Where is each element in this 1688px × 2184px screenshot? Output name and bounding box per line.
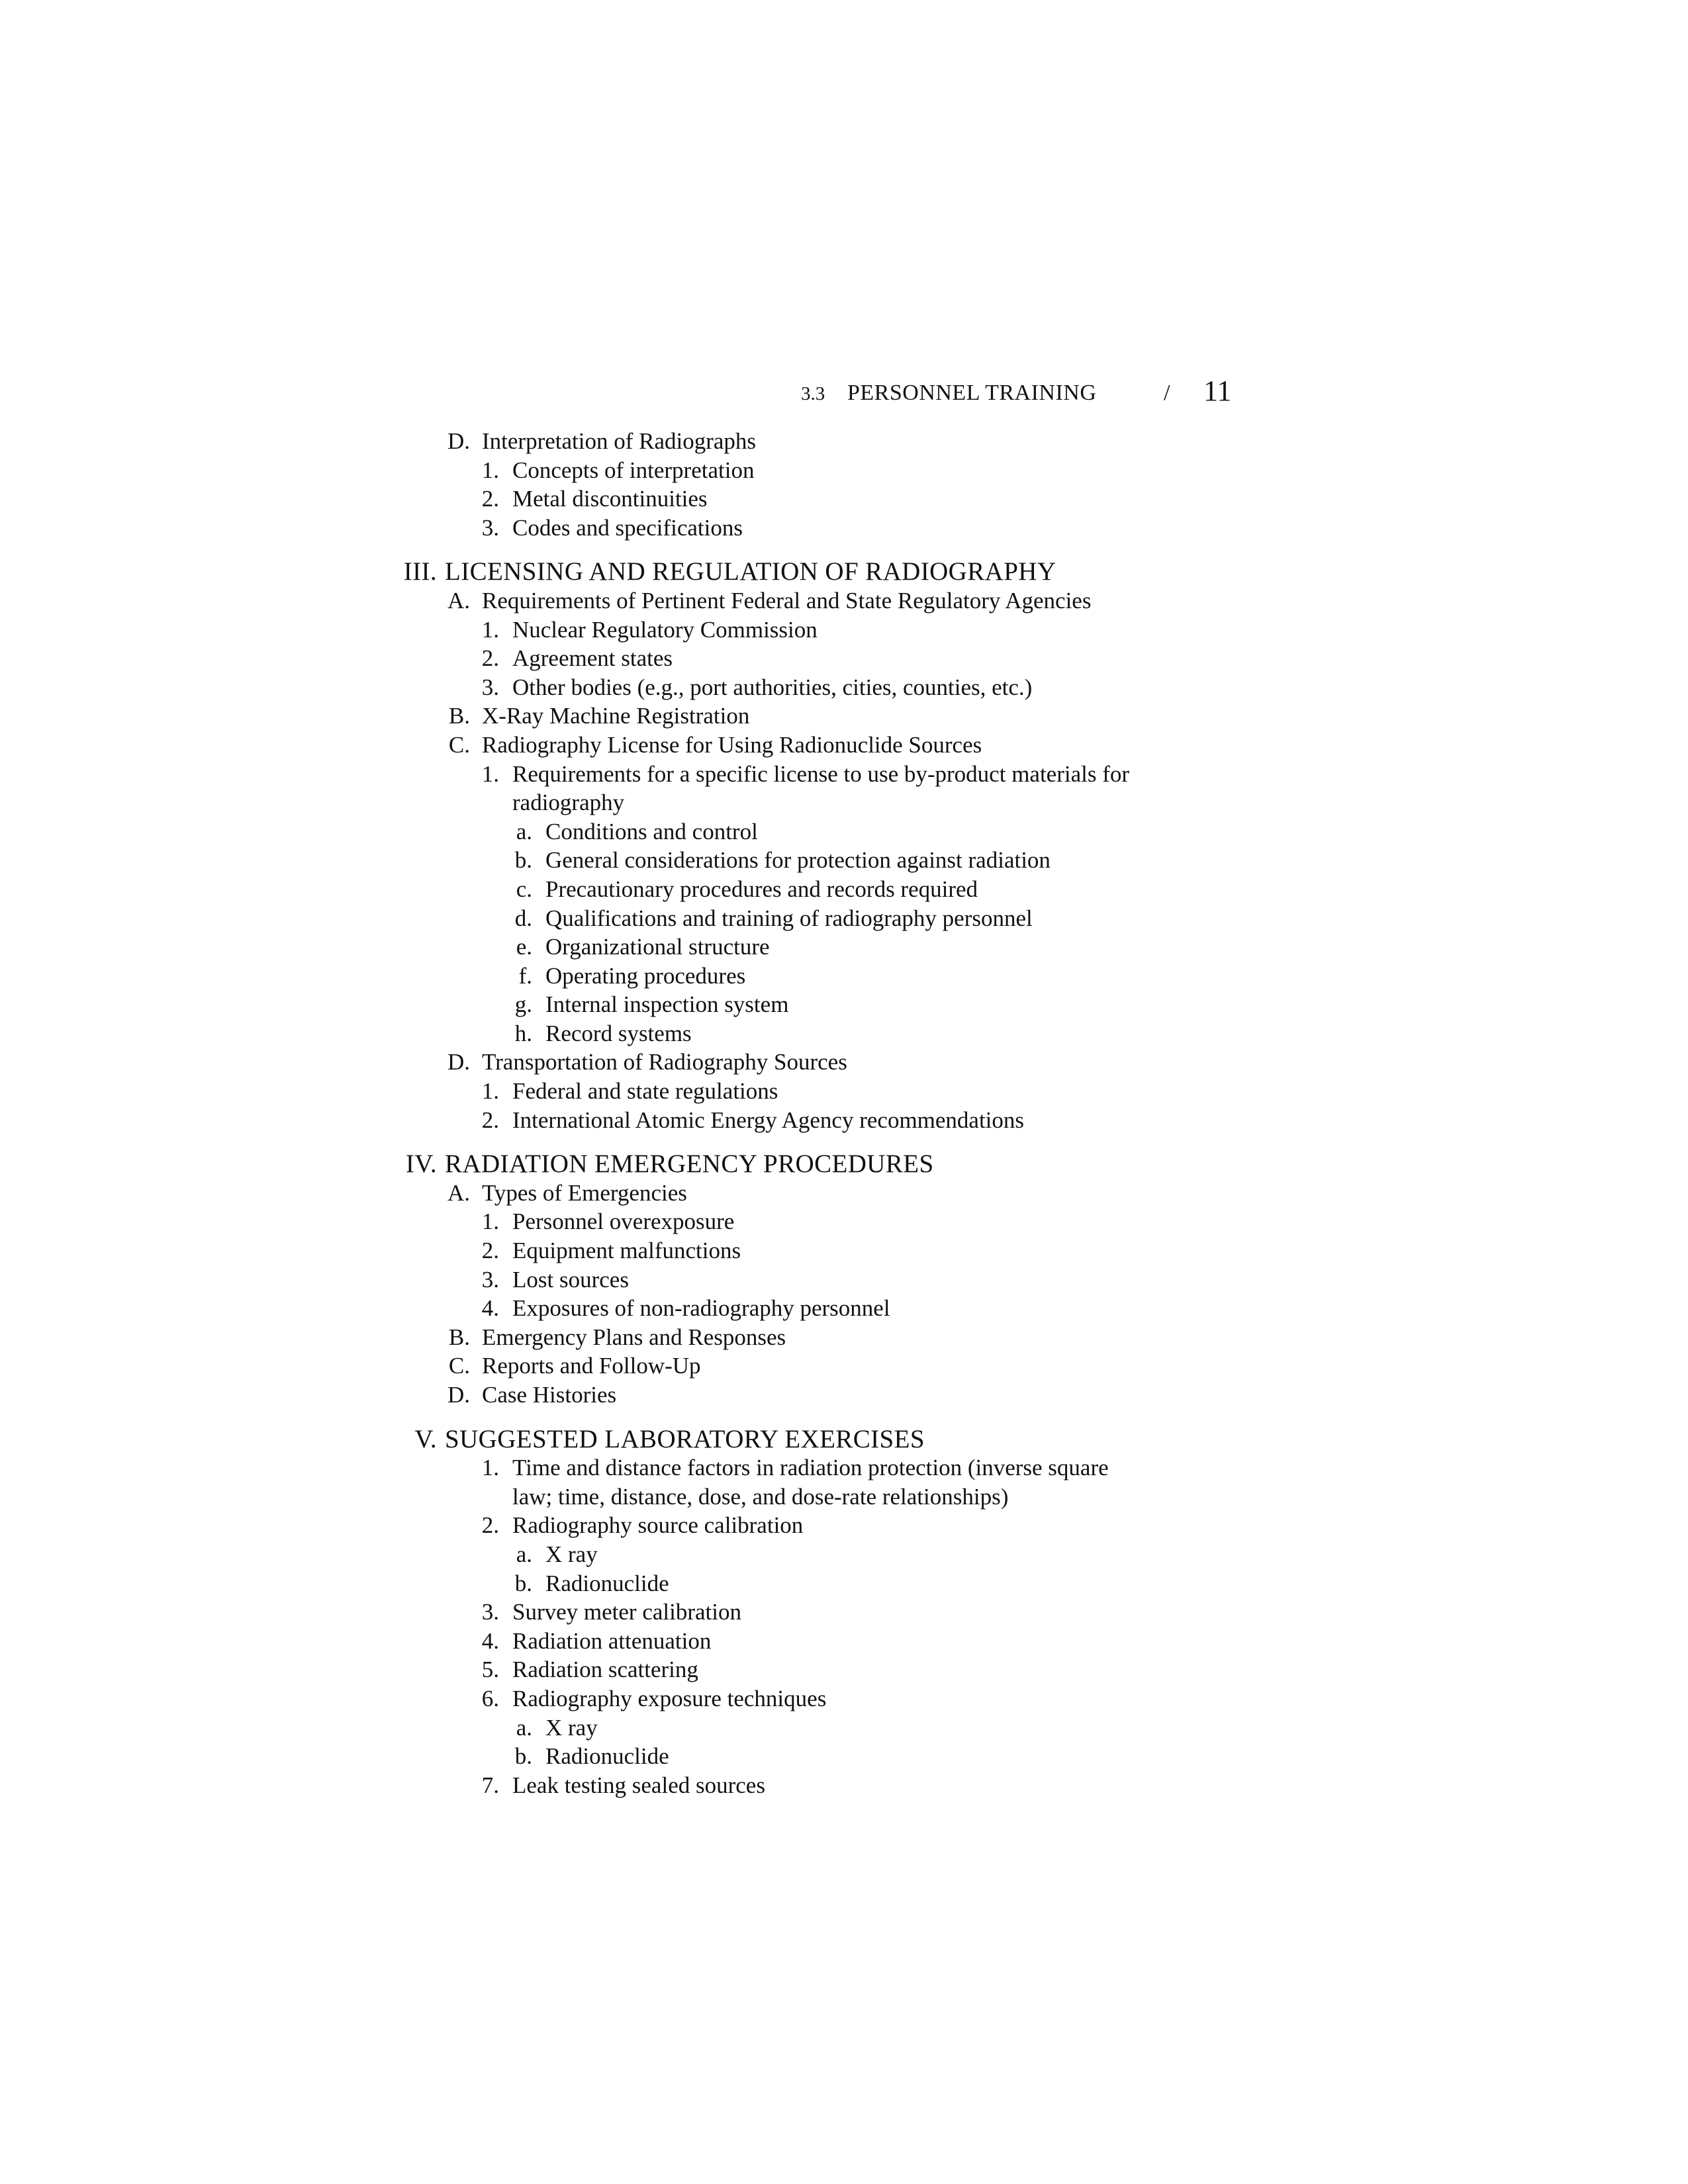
outline-label: A. bbox=[447, 587, 470, 614]
outline-text: Radiography License for Using Radionuclide Sources bbox=[482, 731, 982, 758]
outline-text: Conditions and control bbox=[545, 818, 758, 844]
outline-subitem bbox=[0, 1742, 1688, 1771]
outline-text: Leak testing sealed sources bbox=[512, 1772, 765, 1798]
outline-label: b. bbox=[514, 1570, 532, 1596]
outline-label: B. bbox=[448, 703, 470, 729]
outline-text: Radiography source calibration bbox=[512, 1512, 804, 1539]
outline-text: Survey meter calibration bbox=[512, 1599, 741, 1625]
outline-label: B. bbox=[448, 1324, 470, 1350]
header-separator: / bbox=[1164, 381, 1170, 405]
outline-label: g. bbox=[514, 991, 532, 1018]
outline-label: 5. bbox=[481, 1657, 499, 1683]
outline-text: Types of Emergencies bbox=[482, 1179, 687, 1206]
outline-subitem bbox=[0, 962, 1688, 991]
outline-label: 4. bbox=[481, 1627, 499, 1654]
outline-text: General considerations for protection against radiation bbox=[545, 847, 1051, 874]
outline-subsection bbox=[0, 731, 1688, 760]
outline-subsection bbox=[0, 1048, 1688, 1077]
outline-text: Agreement states bbox=[512, 645, 673, 672]
outline-label: C. bbox=[448, 731, 470, 758]
outline-label: D. bbox=[447, 428, 470, 454]
outline-text: Personnel overexposure bbox=[512, 1208, 735, 1235]
outline-section bbox=[0, 1425, 1688, 1454]
outline-text: Radionuclide bbox=[545, 1570, 669, 1596]
outline-item bbox=[0, 673, 1688, 702]
outline-text: LICENSING AND REGULATION OF RADIOGRAPHY bbox=[445, 557, 1056, 586]
outline-subitem bbox=[0, 846, 1688, 875]
outline-text: Lost sources bbox=[512, 1266, 629, 1293]
running-header bbox=[801, 374, 1238, 414]
outline-text: Interpretation of Radiographs bbox=[482, 428, 757, 454]
outline-text: Operating procedures bbox=[545, 962, 746, 989]
outline-label: 1. bbox=[481, 760, 499, 787]
outline-subitem bbox=[0, 904, 1688, 933]
outline-item bbox=[0, 1265, 1688, 1295]
outline-label: 2. bbox=[481, 645, 499, 672]
outline-text: Radiography exposure techniques bbox=[512, 1685, 827, 1711]
outline-label: C. bbox=[448, 1353, 470, 1379]
outline-label: 3. bbox=[481, 514, 499, 541]
outline-label: IV. bbox=[405, 1150, 437, 1179]
outline-text: Internal inspection system bbox=[545, 991, 789, 1018]
outline-label: 2. bbox=[481, 486, 499, 512]
outline-section bbox=[0, 1150, 1688, 1179]
outline-item bbox=[0, 1077, 1688, 1106]
outline-label: 3. bbox=[481, 1266, 499, 1293]
outline-label: 1. bbox=[481, 1078, 499, 1105]
course-outline bbox=[0, 427, 1688, 1799]
section-number: 3.3 bbox=[801, 383, 825, 404]
outline-continuation bbox=[0, 1482, 1688, 1512]
outline-subsection bbox=[0, 427, 1688, 456]
outline-subitem bbox=[0, 1713, 1688, 1743]
outline-label: V. bbox=[414, 1424, 437, 1453]
outline-text: Requirements for a specific license to use by-product materials for bbox=[512, 760, 1130, 787]
outline-label: a. bbox=[516, 1541, 532, 1567]
outline-subitem bbox=[0, 1569, 1688, 1598]
outline-label: a. bbox=[516, 818, 532, 844]
outline-label: b. bbox=[514, 1743, 532, 1770]
outline-subitem bbox=[0, 990, 1688, 1019]
outline-text: Radionuclide bbox=[545, 1743, 669, 1770]
outline-item bbox=[0, 1453, 1688, 1482]
outline-text: SUGGESTED LABORATORY EXERCISES bbox=[445, 1424, 925, 1453]
outline-text: Qualifications and training of radiography personnel bbox=[545, 905, 1033, 931]
outline-label: 4. bbox=[481, 1295, 499, 1322]
section-title: PERSONNEL TRAINING bbox=[847, 381, 1097, 405]
outline-label: D. bbox=[447, 1382, 470, 1408]
outline-item bbox=[0, 1106, 1688, 1135]
outline-subsection bbox=[0, 1381, 1688, 1410]
outline-label: 3. bbox=[481, 1599, 499, 1625]
outline-text: Federal and state regulations bbox=[512, 1078, 778, 1105]
outline-label: e. bbox=[516, 934, 532, 960]
outline-text: Time and distance factors in radiation protection (inverse square bbox=[512, 1455, 1109, 1481]
outline-text: Other bodies (e.g., port authorities, cities, counties, etc.) bbox=[512, 674, 1033, 700]
outline-subitem bbox=[0, 933, 1688, 962]
outline-text: Emergency Plans and Responses bbox=[482, 1324, 786, 1350]
section-gap bbox=[0, 1134, 1688, 1150]
outline-item bbox=[0, 1684, 1688, 1713]
outline-text: Requirements of Pertinent Federal and State Regulatory Agencies bbox=[482, 587, 1092, 614]
outline-continuation bbox=[0, 788, 1688, 817]
outline-item bbox=[0, 484, 1688, 514]
outline-label: b. bbox=[514, 847, 532, 874]
outline-item bbox=[0, 1207, 1688, 1236]
outline-item bbox=[0, 615, 1688, 645]
outline-item bbox=[0, 1598, 1688, 1627]
outline-text: X ray bbox=[545, 1714, 598, 1741]
outline-text: Nuclear Regulatory Commission bbox=[512, 616, 818, 643]
outline-text: RADIATION EMERGENCY PROCEDURES bbox=[445, 1150, 934, 1179]
outline-text: Radiation attenuation bbox=[512, 1627, 712, 1654]
outline-text: Organizational structure bbox=[545, 934, 770, 960]
outline-text: Concepts of interpretation bbox=[512, 457, 755, 483]
outline-text: Reports and Follow-Up bbox=[482, 1353, 701, 1379]
outline-text: Precautionary procedures and records required bbox=[545, 876, 978, 902]
outline-subitem bbox=[0, 875, 1688, 904]
outline-text: Case Histories bbox=[482, 1382, 617, 1408]
outline-label: 1. bbox=[481, 457, 499, 483]
outline-item bbox=[0, 1236, 1688, 1265]
outline-section bbox=[0, 557, 1688, 586]
outline-item bbox=[0, 760, 1688, 789]
outline-label: d. bbox=[514, 905, 532, 931]
section-gap bbox=[0, 1410, 1688, 1425]
outline-text: Metal discontinuities bbox=[512, 486, 708, 512]
outline-text: Exposures of non-radiography personnel bbox=[512, 1295, 890, 1322]
page-number: 11 bbox=[1203, 375, 1232, 407]
outline-label: 1. bbox=[481, 616, 499, 643]
outline-text: radiography bbox=[512, 790, 625, 816]
outline-label: 1. bbox=[481, 1208, 499, 1235]
outline-label: 7. bbox=[481, 1772, 499, 1798]
outline-label: III. bbox=[403, 557, 437, 586]
outline-label: 1. bbox=[481, 1455, 499, 1481]
outline-text: X ray bbox=[545, 1541, 598, 1567]
outline-text: Codes and specifications bbox=[512, 514, 743, 541]
outline-subsection bbox=[0, 1323, 1688, 1352]
outline-text: Record systems bbox=[545, 1020, 692, 1046]
outline-label: 2. bbox=[481, 1238, 499, 1264]
outline-item bbox=[0, 456, 1688, 485]
outline-item bbox=[0, 1627, 1688, 1656]
outline-text: law; time, distance, dose, and dose-rate relationships) bbox=[512, 1483, 1009, 1510]
outline-text: Transportation of Radiography Sources bbox=[482, 1049, 847, 1075]
outline-text: Equipment malfunctions bbox=[512, 1238, 741, 1264]
outline-label: 2. bbox=[481, 1512, 499, 1539]
outline-subitem bbox=[0, 817, 1688, 846]
outline-subsection bbox=[0, 1351, 1688, 1381]
outline-label: D. bbox=[447, 1049, 470, 1075]
outline-label: a. bbox=[516, 1714, 532, 1741]
outline-subsection bbox=[0, 702, 1688, 731]
outline-subitem bbox=[0, 1540, 1688, 1569]
outline-label: f. bbox=[518, 962, 532, 989]
outline-item bbox=[0, 1655, 1688, 1684]
outline-label: 2. bbox=[481, 1107, 499, 1133]
outline-label: h. bbox=[514, 1020, 532, 1046]
outline-item bbox=[0, 1511, 1688, 1540]
outline-subsection bbox=[0, 1179, 1688, 1208]
outline-label: 3. bbox=[481, 674, 499, 700]
outline-text: Radiation scattering bbox=[512, 1657, 698, 1683]
outline-label: c. bbox=[516, 876, 532, 902]
outline-item bbox=[0, 1294, 1688, 1323]
section-gap bbox=[0, 542, 1688, 557]
outline-item bbox=[0, 514, 1688, 543]
outline-label: A. bbox=[447, 1179, 470, 1206]
outline-text: X-Ray Machine Registration bbox=[482, 703, 750, 729]
outline-item bbox=[0, 1771, 1688, 1800]
outline-text: International Atomic Energy Agency recommendations bbox=[512, 1107, 1025, 1133]
outline-label: 6. bbox=[481, 1685, 499, 1711]
outline-item bbox=[0, 644, 1688, 673]
outline-subitem bbox=[0, 1019, 1688, 1048]
outline-subsection bbox=[0, 586, 1688, 615]
